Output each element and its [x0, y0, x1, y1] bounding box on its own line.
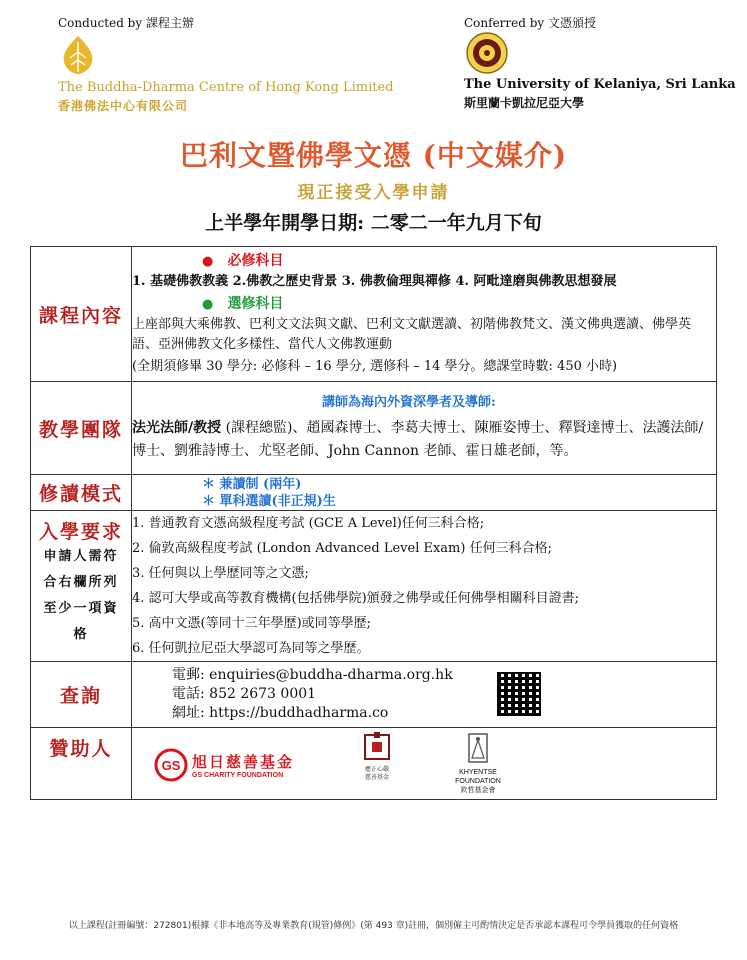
required-list: 1. 基礎佛教教義 2.佛教之歷史背景 3. 佛教倫理與禪修 4. 阿毗達磨與佛教思想發展 — [132, 274, 617, 289]
conferred-by-label: Conferred by 文憑頒授 — [464, 16, 597, 30]
admission-label: 入學要求 — [38, 521, 123, 543]
page-subtitle: 現正接受入學申請 — [297, 183, 450, 203]
admission-note-4: 格 — [73, 627, 89, 642]
course-content — [132, 247, 717, 382]
faculty-content — [132, 382, 717, 475]
gs-foundation-logo-icon — [154, 748, 188, 782]
university-seal-icon — [466, 32, 508, 74]
sponsor-emblem-icon — [362, 732, 392, 762]
faculty-label: 教學團隊 — [31, 382, 132, 475]
khyentse-foundation-zh: 欽哲基金會 — [460, 786, 496, 794]
page-title: 巴利文暨佛學文憑 (中文媒介) — [179, 139, 568, 172]
admission-item: 2. 倫敦高級程度考試 (London Advanced Level Exam) 任何三科合格; — [132, 541, 552, 556]
faculty-list: (課程總監)、趙國森博士、李葛夫博士、陳雁姿博士、釋賢達博士、法護法師/博士、劉雅詩博士、尤堅老師、John Cannon 老師、霍日雄老師，等。 — [132, 420, 704, 459]
org-name-en: The Buddha-Dharma Centre of Hong Kong Limited — [58, 80, 394, 95]
mode-item-parttime: ＊ 兼讀制 (兩年) — [202, 476, 302, 492]
admission-note-1: 申請人需符 — [43, 549, 119, 564]
credits-note: (全期須修畢 30 學分: 必修科 – 16 學分, 選修科 – 14 學分。總課堂時數: 450 小時) — [132, 359, 618, 374]
qr-code-icon[interactable] — [497, 672, 541, 716]
faculty-lead: 法光法師/教授 — [132, 420, 222, 436]
mode-row — [31, 475, 717, 511]
faculty-row — [31, 382, 717, 475]
bullet-icon: ● — [202, 297, 214, 312]
mode-content — [132, 475, 717, 511]
admission-note-3: 至少一項資 — [43, 601, 119, 616]
admission-item: 4. 認可大學或高等教育機構(包括佛學院)頒發之佛學或任何佛學相關科目證書; — [132, 591, 580, 606]
elective-list: 上座部與大乘佛教、巴利文文法與文獻、巴利文文獻選讀、初階佛教梵文、漢文佛典選讀、佛學英語、亞洲佛教文化多樣性、當代人文佛教運動 — [132, 317, 692, 352]
admission-item: 5. 高中文憑(等同十三年學歷)或同等學歷; — [132, 616, 372, 631]
faculty-intro: 講師為海內外資深學者及導師: — [322, 395, 496, 410]
org-name-zh: 香港佛法中心有限公司 — [58, 99, 189, 113]
khyentse-foundation-en: KHYENTSE FOUNDATION — [455, 769, 501, 785]
start-date: 上半學年開學日期: 二零二一年九月下旬 — [205, 212, 542, 234]
required-heading: 必修科目 — [227, 253, 284, 269]
mode-label: 修讀模式 — [31, 475, 132, 511]
admission-item: 6. 任何凱拉尼亞大學認可為同等之學歷。 — [132, 641, 370, 656]
enquiry-content — [132, 662, 717, 728]
info-table — [30, 246, 717, 800]
gs-foundation-zh: 旭日慈善基金 — [192, 753, 295, 771]
admission-item: 1. 普通教育文憑高級程度考試 (GCE A Level)任何三科合格; — [132, 516, 485, 531]
admission-note-2: 合右欄所列 — [43, 575, 119, 590]
svg-text:GS: GS — [161, 758, 181, 773]
mode-item-single: ＊ 單科選讀(非正規)生 — [202, 493, 336, 509]
khyentse-foundation-logo-icon — [467, 732, 489, 764]
mid-sponsor-zh-2: 慈善基金 — [364, 774, 389, 781]
mid-sponsor-zh-1: 應正心嚴 — [364, 766, 389, 773]
conducted-by-label: Conducted by 課程主辦 — [58, 16, 194, 30]
course-label: 課程內容 — [31, 247, 132, 382]
sponsor-row — [31, 728, 717, 800]
course-row — [31, 247, 717, 382]
elective-heading: 選修科目 — [227, 296, 284, 312]
enquiry-web[interactable]: 網址: https://buddhadharma.co — [172, 705, 389, 721]
enquiry-email[interactable]: 電郵: enquiries@buddha-dharma.org.hk — [172, 667, 453, 683]
sponsor-content — [132, 728, 717, 800]
admission-item: 3. 任何與以上學歷同等之文憑; — [132, 566, 309, 581]
enquiry-phone[interactable]: 電話: 852 2673 0001 — [172, 686, 317, 702]
enquiry-row — [31, 662, 717, 728]
admission-label-cell — [31, 511, 132, 662]
university-name-zh: 斯里蘭卡凱拉尼亞大學 — [464, 96, 585, 110]
admission-content — [132, 511, 717, 662]
sponsor-label: 贊助人 — [31, 728, 132, 800]
gs-foundation-en: GS CHARITY FOUNDATION — [192, 772, 284, 779]
admission-row — [31, 511, 717, 662]
enquiry-label: 查詢 — [31, 662, 132, 728]
bullet-icon: ● — [202, 254, 214, 269]
bodhi-leaf-logo-icon — [58, 34, 98, 76]
footer-note: 以上課程(註冊編號：272801)根據《非本地高等及專業教育(規管)條例》(第 493 章)註冊，個別僱主可酌情決定是否承認本課程可令學員獲取的任何資格 — [68, 921, 679, 931]
university-name-en: The University of Kelaniya, Sri Lanka — [464, 77, 736, 92]
